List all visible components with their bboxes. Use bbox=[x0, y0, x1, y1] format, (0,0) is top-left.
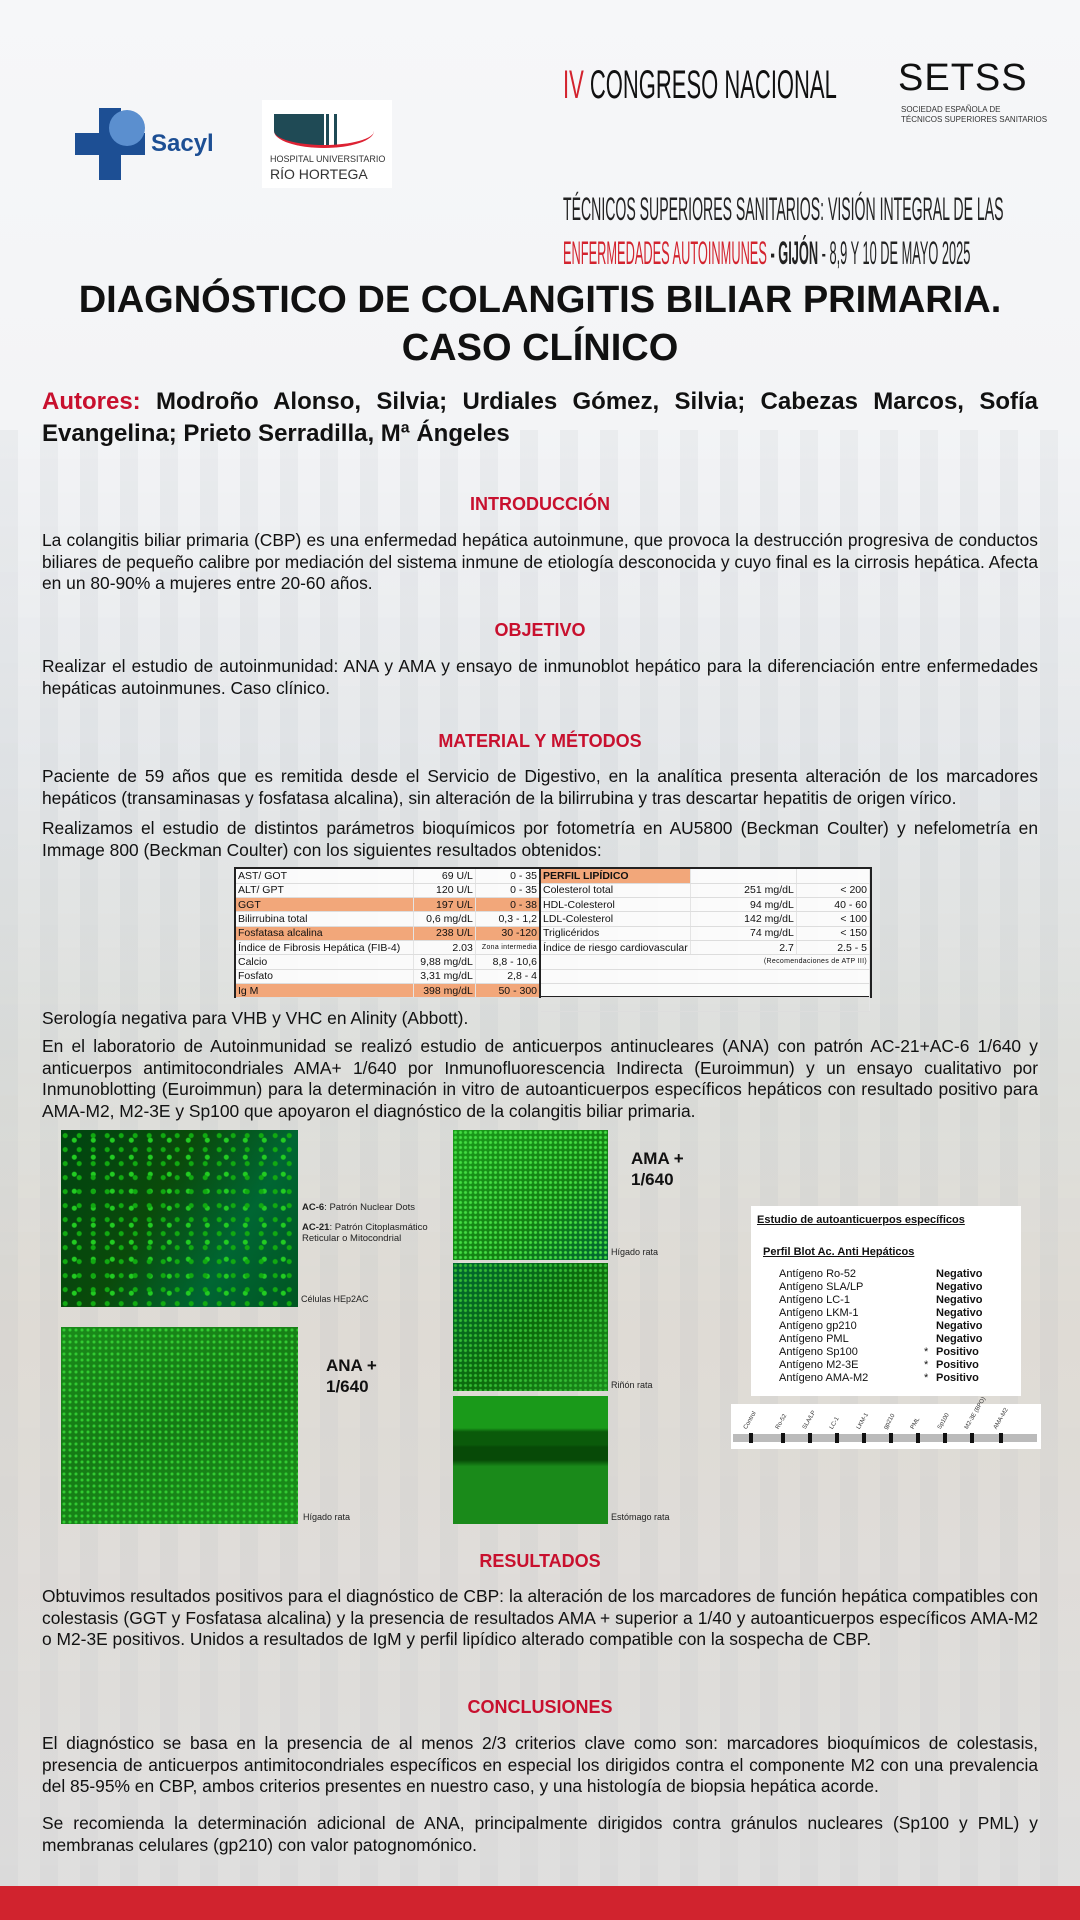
blot-row: Antígeno SLA/LP Negativo bbox=[779, 1281, 983, 1293]
param-value: 197 U/L bbox=[414, 898, 475, 912]
heading-resultados: RESULTADOS bbox=[479, 1551, 601, 1571]
hep2-cells-image bbox=[61, 1130, 298, 1307]
blot-row: Antígeno LC-1 Negativo bbox=[779, 1294, 983, 1306]
kidney-image bbox=[453, 1263, 608, 1391]
param-ref: 0 - 35 bbox=[475, 883, 540, 897]
param-ref: 2,8 - 4 bbox=[475, 969, 540, 983]
immunoblot-results: Estudio de autoanticuerpos específicos Perfil Blot Ac. Anti Hepáticos Antígeno Ro-52 Negativo Antígeno SLA/LP Negativo Antígeno LC-1 Negativo Antígeno LKM-1 Negativo Antígeno gp210 Negativo Antígeno PML Negativo Antígeno Sp100 * Positivo Antígeno M2-3E * Positivo Antígeno AMA-M2 * Positivo bbox=[751, 1206, 1021, 1396]
strip-label: M2-3E (BPO) bbox=[963, 1396, 988, 1431]
blot-row: Antígeno LKM-1 Negativo bbox=[779, 1307, 983, 1319]
conclusiones-p2: Se recomienda la determinación adicional de ANA, principalmente dirigidos contra gránulos nucleares (Sp100 y PML) y membranas celulares (gp210) con valor patognomónico. bbox=[42, 1813, 1038, 1855]
congress-subtitle: TÉCNICOS SUPERIORES SANITARIOS: VISIÓN INTEGRAL DE LAS bbox=[563, 191, 1004, 227]
param-value: 3,31 mg/dL bbox=[414, 969, 475, 983]
strip-band bbox=[999, 1433, 1003, 1443]
liver-caption: Hígado rata bbox=[303, 1512, 351, 1522]
param-value: 69 U/L bbox=[414, 869, 475, 883]
table-row bbox=[236, 969, 540, 983]
metodos-p2: Realizamos el estudio de distintos parámetros bioquímicos por fotometría en AU5800 (Beckman Coulter) y nefelometría en Immage 800 (Beckman Coulter) con los siguientes resultados obtenidos: bbox=[42, 818, 1038, 860]
liver-ama-image bbox=[453, 1130, 608, 1260]
metodos-p3: Serología negativa para VHB y VHC en Alinity (Abbott). bbox=[42, 1008, 469, 1028]
strip-label: LKM-1 bbox=[855, 1412, 870, 1431]
table-row: LDL-Colesterol 142 mg/dL < 100 bbox=[541, 912, 870, 926]
param-name: Calcio bbox=[236, 955, 414, 969]
strip-band bbox=[781, 1433, 785, 1443]
table-row bbox=[236, 955, 540, 969]
table-row bbox=[236, 912, 540, 926]
blot-row: Antígeno PML Negativo bbox=[779, 1333, 983, 1345]
strip-band bbox=[808, 1433, 812, 1443]
param-value: 2.03 bbox=[414, 940, 475, 954]
congress-dates: ENFERMEDADES AUTOINMUNES - GIJÓN - 8,9 Y 10 DE MAYO 2025 bbox=[563, 235, 971, 271]
ana-result: ANA + 1/640 bbox=[326, 1356, 377, 1396]
param-name: ALT/ GPT bbox=[236, 883, 414, 897]
lab-results-table bbox=[234, 867, 872, 998]
congress-banner: IV CONGRESO NACIONAL SETSS SOCIEDAD ESPAÑOLA DE TÉCNICOS SUPERIORES SANITARIOS TÉCNICOS SUPERIORES SANITARIOS: VISIÓN INTEGRAL DE LAS ENFERMEDADES AUTOINMUNES - GIJÓN - 8,9 Y 10 DE MAYO 2025 bbox=[563, 55, 1043, 275]
poster-title: DIAGNÓSTICO DE COLANGITIS BILIAR PRIMARIA. CASO CLÍNICO bbox=[78, 279, 1002, 369]
table-row: Colesterol total 251 mg/dL < 200 bbox=[541, 883, 870, 897]
sacyl-logo: Sacyl bbox=[75, 108, 225, 183]
param-value: 398 mg/dL bbox=[414, 983, 475, 997]
conclusiones-p1: El diagnóstico se basa en la presencia de al menos 2/3 criterios clave como son: marcadores bioquímicos de colestasis, presencia de anticuerpos antimitocondriales específicos en especial los dirigidos contra el componente M2 con una prevalencia del 85-95% en CBP, ambos criterios presentes en nuestro caso, y una histología de biopsia hepática acorde. bbox=[42, 1733, 1038, 1796]
blot-row: Antígeno Sp100 * Positivo bbox=[779, 1346, 979, 1358]
table-row bbox=[236, 869, 540, 883]
resultados-text: Obtuvimos resultados positivos para el diagnóstico de CBP: la alteración de los marcadores de función hepática compatibles con colestasis (GGT y Fosfatasa alcalina) y la presencia de resultados AMA + superior a 1/40 y autoanticuerpos específicos AMA-M2 o M2-3E positivos. Unidos a resultados de IgM y perfil lipídico alterado compatible con la sospecha de CBP. bbox=[42, 1586, 1038, 1649]
blot-row: Antígeno AMA-M2 * Positivo bbox=[779, 1372, 979, 1384]
strip-label: gp210 bbox=[882, 1413, 897, 1431]
hep2-caption: Células HEp2AC bbox=[301, 1294, 369, 1304]
strip-band bbox=[970, 1433, 974, 1443]
metodos-p1: Paciente de 59 años que es remitida desde el Servicio de Digestivo, en la analítica presenta alteración de los marcadores hepáticos (transaminasas y fosfatasa alcalina), sin alteración de la bilirrubina y tras descartar hepatitis de origen vírico. bbox=[42, 766, 1038, 808]
ama-result: AMA + 1/640 bbox=[631, 1149, 684, 1189]
biochem-table bbox=[236, 869, 541, 998]
strip-label: LC-1 bbox=[828, 1416, 841, 1431]
heading-conclusiones: CONCLUSIONES bbox=[467, 1697, 613, 1717]
strip-label: Control bbox=[742, 1410, 758, 1431]
liver-ana-image bbox=[61, 1327, 298, 1524]
blot-row: Antígeno M2-3E * Positivo bbox=[779, 1359, 979, 1371]
blot-row: Antígeno Ro-52 Negativo bbox=[779, 1268, 983, 1280]
stomach-image bbox=[453, 1396, 608, 1524]
table-row: HDL-Colesterol 94 mg/dL 40 - 60 bbox=[541, 898, 870, 912]
authors: Autores: Modroño Alonso, Silvia; Urdiales Gómez, Silvia; Cabezas Marcos, Sofía Evangelina; Prieto Serradilla, Mª Ángeles bbox=[42, 388, 1038, 447]
param-value: 0,6 mg/dL bbox=[414, 912, 475, 926]
heading-metodos: MATERIAL Y MÉTODOS bbox=[438, 731, 642, 751]
table-header-row: PERFIL LIPÍDICO bbox=[541, 869, 870, 883]
heading-introduccion: INTRODUCCIÓN bbox=[470, 494, 610, 514]
strip-band bbox=[916, 1433, 920, 1443]
param-ref: 30 -120 bbox=[475, 926, 540, 940]
intro-text: La colangitis biliar primaria (CBP) es una enfermedad hepática autoinmune, que provoca la destrucción progresiva de conductos biliares de pequeño calibre por mediación del sistema inmune de etiología desconocida y cuyo final es la cirrosis hepática. Afecta en un 80-90% a mujeres entre 20-60 años. bbox=[42, 530, 1038, 593]
strip-label: PML bbox=[909, 1416, 922, 1431]
strip-label: Sp100 bbox=[936, 1412, 951, 1431]
table-row: Triglicéridos 74 mg/dL < 150 bbox=[541, 926, 870, 940]
congress-title: IV CONGRESO NACIONAL bbox=[563, 63, 837, 107]
param-value: 238 U/L bbox=[414, 926, 475, 940]
param-value: 120 U/L bbox=[414, 883, 475, 897]
param-ref: 8,8 - 10,6 bbox=[475, 955, 540, 969]
param-name: AST/ GOT bbox=[236, 869, 414, 883]
immunoblot-strip bbox=[731, 1396, 1041, 1449]
param-ref: Zona intermedia bbox=[475, 940, 540, 954]
strip-label: AMA-M2 bbox=[992, 1407, 1010, 1431]
table-row bbox=[236, 926, 540, 940]
bottom-bar bbox=[0, 1886, 1080, 1920]
param-name: Fosfato bbox=[236, 969, 414, 983]
param-ref: 0 - 38 bbox=[475, 898, 540, 912]
param-name: GGT bbox=[236, 898, 414, 912]
strip-band bbox=[835, 1433, 839, 1443]
param-value: 9,88 mg/dL bbox=[414, 955, 475, 969]
lipid-note: (Recomendaciones de ATP III) bbox=[541, 955, 870, 969]
strip-band bbox=[889, 1433, 893, 1443]
param-name: Fosfatasa alcalina bbox=[236, 926, 414, 940]
strip-label: SLA/LP bbox=[801, 1409, 818, 1431]
table-row bbox=[236, 983, 540, 997]
table-row: Índice de riesgo cardiovascular 2.7 2.5 - 5 bbox=[541, 940, 870, 954]
table-row bbox=[236, 940, 540, 954]
metodos-p4: En el laboratorio de Autoinmunidad se realizó estudio de anticuerpos antinucleares (ANA) con patrón AC-21+AC-6 1/640 y anticuerpos antimitocondriales AMA+ 1/640 por Inmunofluorescencia Indirecta (Euroimmun) y un ensayo cualitativo por Inmunoblotting (Euroimmun) para la determinación in vitro de autoanticuerpos específicos hepáticos con resultado positivo para AMA-M2, M2-3E y Sp100 que apoyaron el diagnóstico de la colangitis biliar primaria. bbox=[42, 1036, 1038, 1121]
param-ref: 50 - 300 bbox=[475, 983, 540, 997]
param-name: Ig M bbox=[236, 983, 414, 997]
param-ref: 0,3 - 1,2 bbox=[475, 912, 540, 926]
table-row bbox=[236, 898, 540, 912]
setss-logo: SETSS bbox=[898, 57, 1028, 99]
hospital-rio-hortega-logo: HOSPITAL UNIVERSITARIO RÍO HORTEGA bbox=[262, 100, 392, 188]
heading-objetivo: OBJETIVO bbox=[494, 620, 586, 640]
strip-band bbox=[862, 1433, 866, 1443]
blot-row: Antígeno gp210 Negativo bbox=[779, 1320, 983, 1332]
table-row bbox=[236, 883, 540, 897]
strip-label: Ro-52 bbox=[774, 1413, 789, 1431]
param-ref: 0 - 35 bbox=[475, 869, 540, 883]
param-name: Índice de Fibrosis Hepática (FIB-4) bbox=[236, 940, 414, 954]
param-name: Bilirrubina total bbox=[236, 912, 414, 926]
objetivo-text: Realizar el estudio de autoinmunidad: ANA y AMA y ensayo de inmunoblot hepático para la diferenciación entre enfermedades hepáticas autoinmunes. Caso clínico. bbox=[42, 656, 1038, 698]
strip-band bbox=[749, 1433, 753, 1443]
strip-band bbox=[943, 1433, 947, 1443]
lipid-table bbox=[541, 869, 870, 1012]
